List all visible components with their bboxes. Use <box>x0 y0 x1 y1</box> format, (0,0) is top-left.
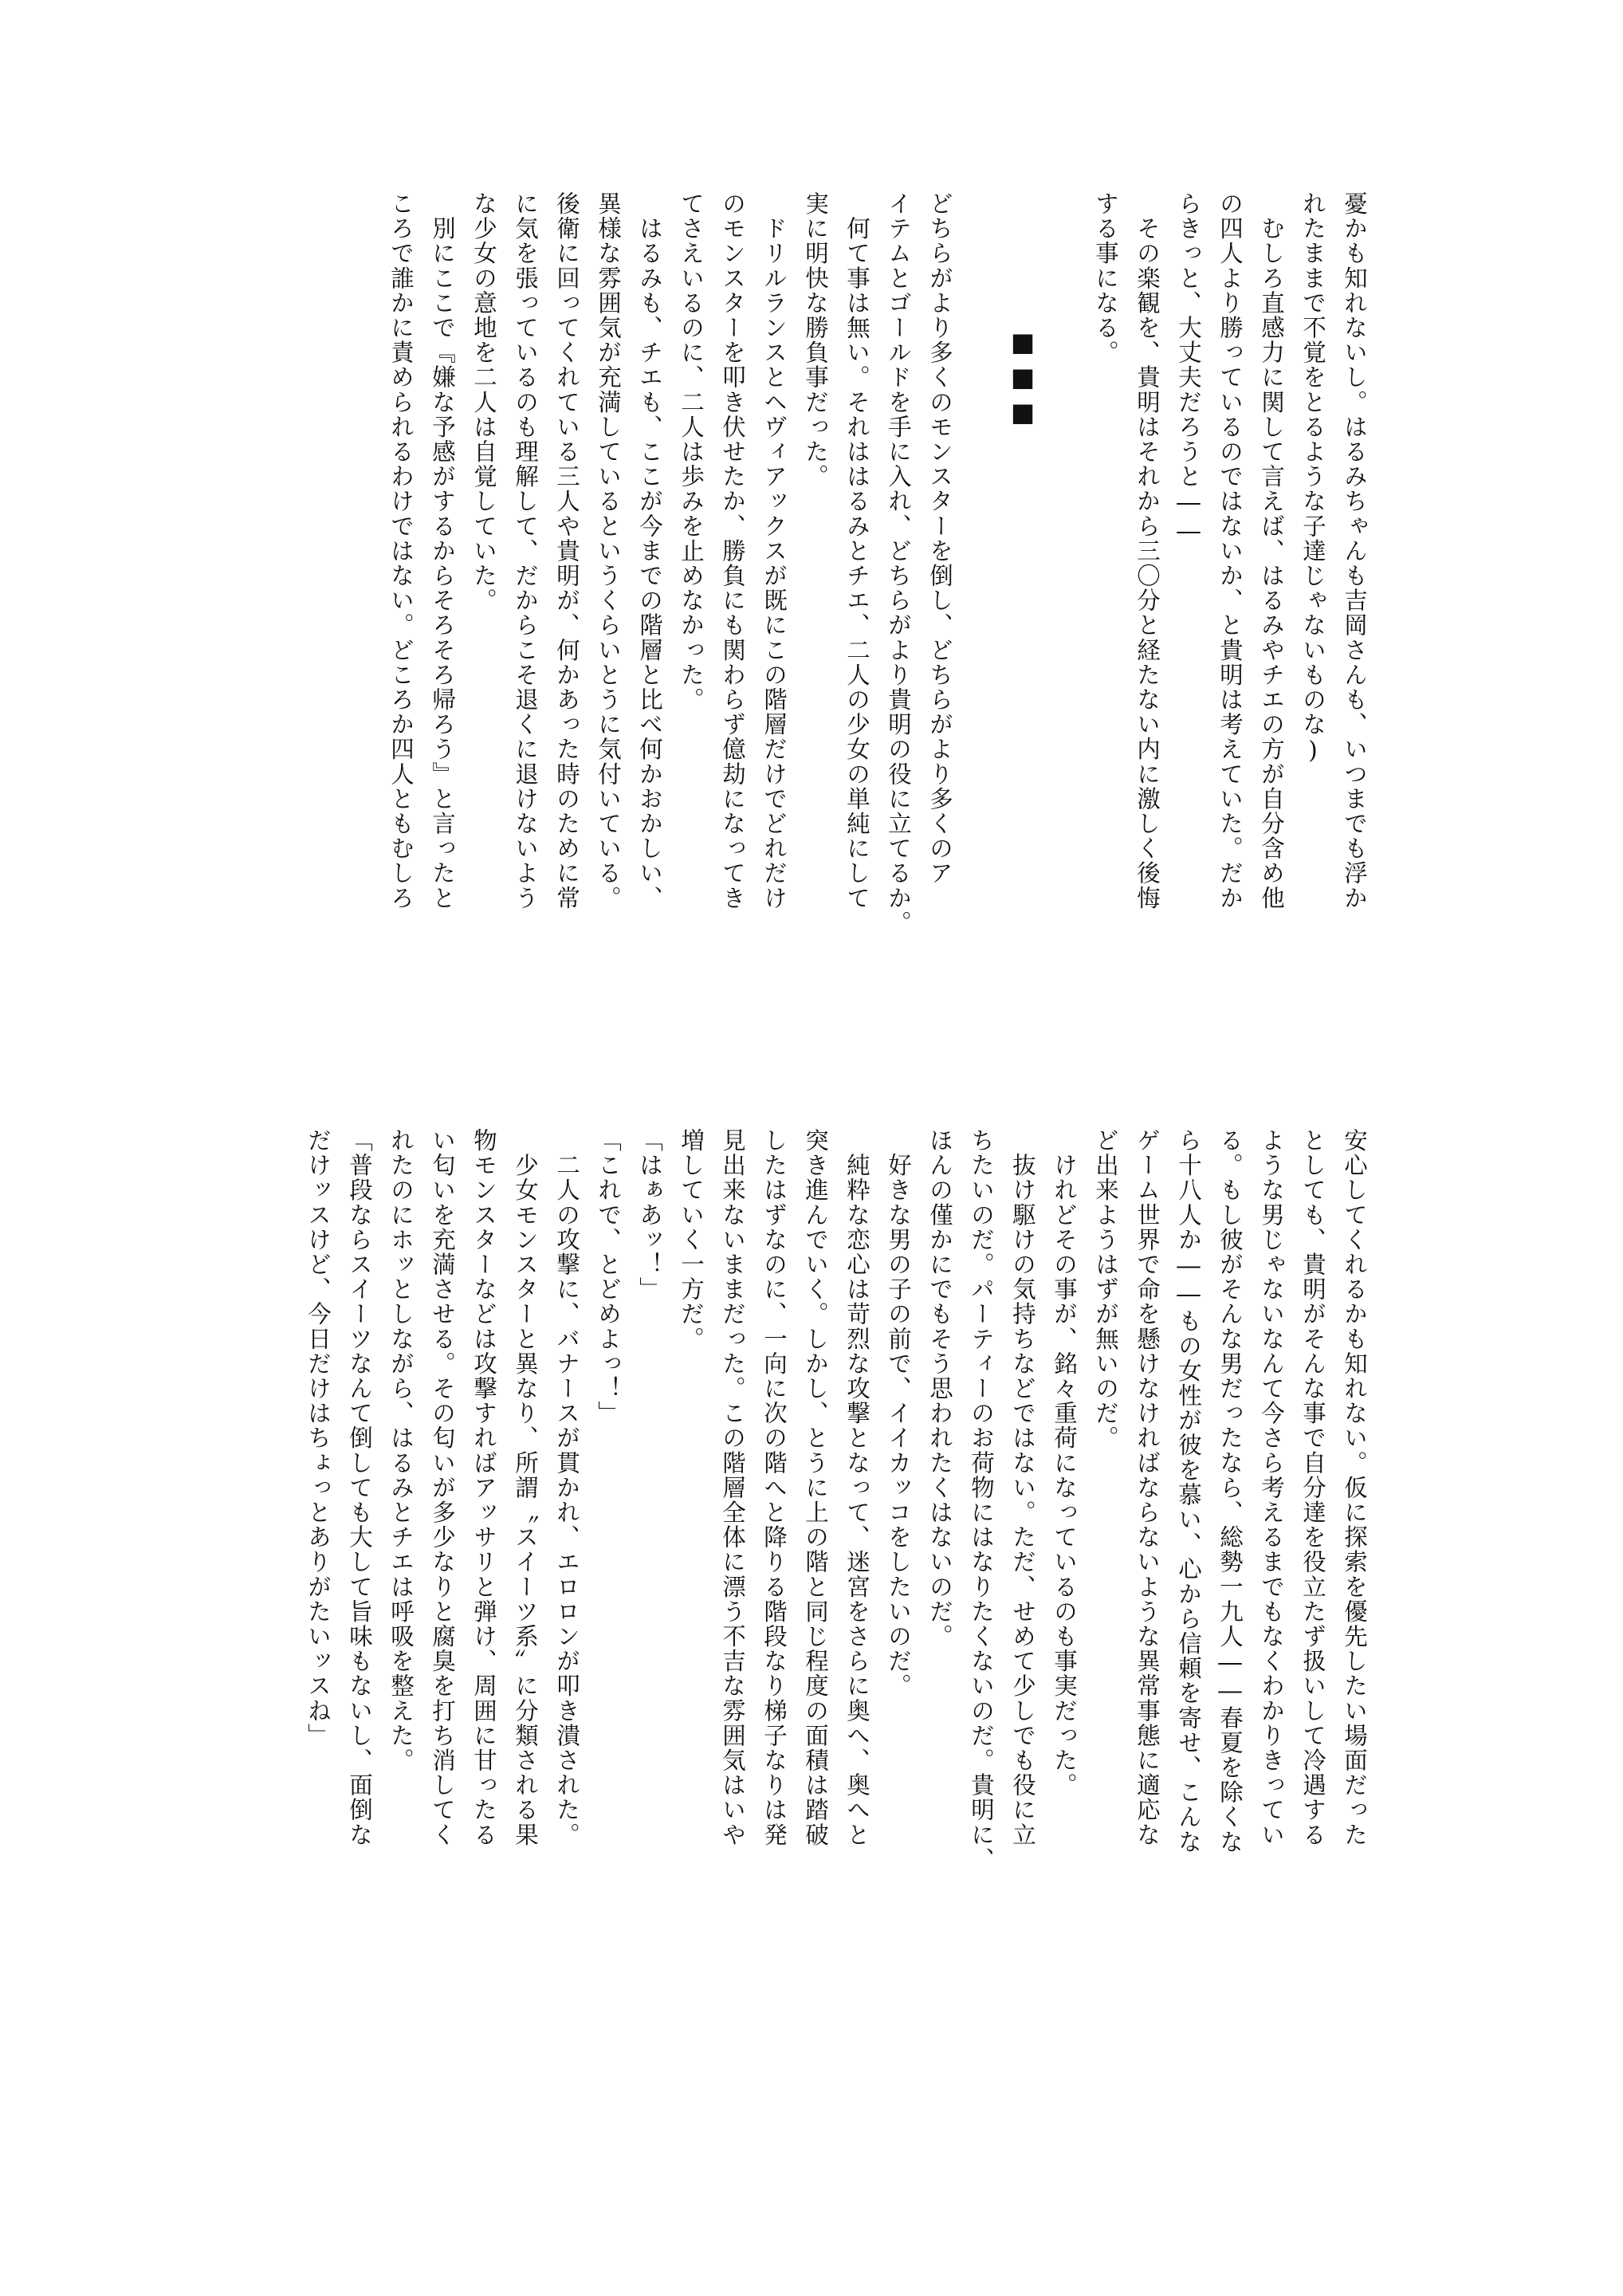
text-line: れたままで不覚をとるような子達じゃないものな) <box>1299 191 1326 765</box>
text-line: 純粋な恋心は苛烈な攻撃となって、迷宮をさらに奥へ、奥へと <box>843 1128 870 1847</box>
text-line: ほんの僅かにでもそう思われたくはないのだ。 <box>926 1128 953 1649</box>
text-line: 異様な雰囲気が充満しているというくらいとうに気付いている。 <box>595 191 622 910</box>
text-line: 増していく一方だ。 <box>678 1128 705 1351</box>
text-line: 後衛に回ってくれている三人や貴明が、何かあった時のために常 <box>553 191 580 910</box>
text-line: 見出来ないままだった。この階層全体に漂う不吉な雰囲気はいや <box>719 1128 746 1847</box>
text-line: ちたいのだ。パーティーのお荷物にはなりたくないのだ。貴明に、 <box>968 1128 995 1872</box>
text-line: だけッスけど、今日だけはちょっとありがたいッスね」 <box>305 1128 332 1748</box>
text-line: 実に明快な勝負事だった。 <box>802 191 829 489</box>
text-line: 好きな男の子の前で、イイカッコをしたいのだ。 <box>885 1128 912 1699</box>
text-line: てさえいるのに、二人は歩みを止めなかった。 <box>678 191 705 713</box>
text-line: ゲーム世界で命を懸けなければならないような異常事態に適応な <box>1134 1128 1161 1847</box>
text-line: その楽観を、貴明はそれから三〇分と経たない内に激しく後悔 <box>1134 191 1161 910</box>
line-spacer <box>961 191 1002 199</box>
text-line: ど出来ようはずが無いのだ。 <box>1092 1128 1119 1451</box>
text-line: むしろ直感力に関して言えば、はるみやチエの方が自分含め他 <box>1258 191 1285 910</box>
text-line: 「これで、とどめよっ！」 <box>595 1128 622 1426</box>
text-line: 憂かも知れないし。はるみちゃんも吉岡さんも、いつまでも浮か <box>1341 191 1368 910</box>
text-line: 突き進んでいく。しかし、とうに上の階と同じ程度の面積は踏破 <box>802 1128 829 1847</box>
text-line: な少女の意地を二人は自覚していた。 <box>470 191 497 613</box>
text-line: 安心してくれるかも知れない。仮に探索を優先したい場面だった <box>1341 1128 1368 1847</box>
text-line: る。もし彼がそんな男だったなら、総勢一九人――春夏を除くな <box>1216 1128 1244 1854</box>
upper-text-block <box>243 191 1375 1084</box>
text-line: らきっと、大丈夫だろうと―― <box>1175 191 1202 546</box>
text-line: 物モンスターなどは攻撃すればアッサリと弾け、周囲に甘ったる <box>470 1128 497 1847</box>
text-line: ような男じゃないなんて今さら考えるまでもなくわかりきってい <box>1258 1128 1285 1847</box>
text-line: はるみも、チエも、ここが今までの階層と比べ何かおかしい、 <box>636 191 663 910</box>
text-line: のモンスターを叩き伏せたか、勝負にも関わらず億劫になってき <box>719 191 746 910</box>
text-line: したはずなのに、一向に次の階へと降りる階段なり梯子なりは発 <box>760 1128 788 1847</box>
text-line: イテムとゴールドを手に入れ、どちらがより貴明の役に立てるか。 <box>885 191 912 935</box>
text-line: ら十八人か――もの女性が彼を慕い、心から信頼を寄せ、こんな <box>1175 1128 1202 1854</box>
text-line: れたのにホッとしながら、はるみとチエは呼吸を整えた。 <box>387 1128 415 1773</box>
text-line: どちらがより多くのモンスターを倒し、どちらがより多くのア <box>926 191 953 886</box>
text-line: としても、貴明がそんな事で自分達を役立たず扱いして冷遇する <box>1299 1128 1326 1847</box>
line-spacer <box>1043 191 1085 199</box>
text-line: 二人の攻撃に、バナースが貫かれ、エロロンが叩き潰された。 <box>553 1128 580 1847</box>
text-line: 「はぁあッ！」 <box>636 1128 663 1302</box>
text-line: 別にここで『嫌な予感がするからそろそろ帰ろう』と言ったと <box>429 191 456 910</box>
text-line: 何て事は無い。それははるみとチエ、二人の少女の単純にして <box>843 191 870 910</box>
section-break-marker: ■■■ <box>1008 327 1038 432</box>
text-line: する事になる。 <box>1092 191 1119 365</box>
text-line: ころで誰かに責められるわけではない。どころか四人ともむしろ <box>387 191 415 910</box>
text-line: 少女モンスターと異なり、所謂〝スイーツ系〟に分類される果 <box>512 1128 539 1847</box>
text-line: 抜け駆けの気持ちなどではない。ただ、せめて少しでも役に立 <box>1009 1128 1036 1847</box>
lower-text-block <box>243 1128 1375 2029</box>
text-line: けれどその事が、銘々重荷になっているのも事実だった。 <box>1051 1128 1078 1798</box>
text-line: い匂いを充満させる。その匂いが多少なりと腐臭を打ち消してく <box>429 1128 456 1847</box>
text-line: の四人より勝っているのではないか、と貴明は考えていた。だか <box>1216 191 1244 910</box>
text-line: ドリルランスとヘヴィアックスが既にこの階層だけでどれだけ <box>760 191 788 910</box>
text-line: に気を張っているのも理解して、だからこそ退くに退けないよう <box>512 191 539 910</box>
text-line: 「普段ならスイーツなんて倒しても大して旨味もないし、面倒な <box>346 1128 373 1847</box>
